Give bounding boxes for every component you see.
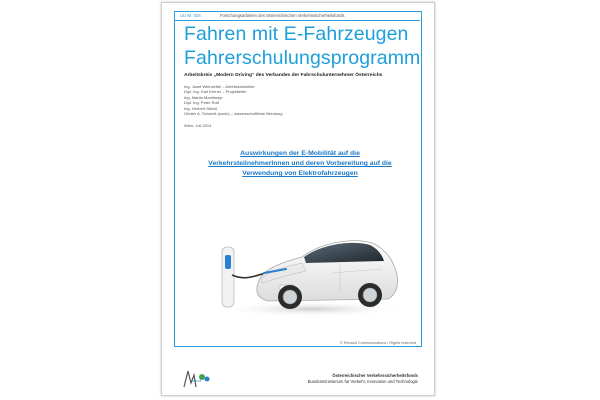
subtitle-line-1: Auswirkungen der E-Mobilität auf die — [240, 150, 360, 157]
subtitle-line-2: VerkehrsteilnehmerInnen und deren Vorbereitung auf die — [208, 160, 392, 167]
footer-line-2: Bundesministerium für Verkehr, Innovation und Technologie — [307, 378, 418, 384]
author-list — [184, 84, 283, 116]
subtitle-link[interactable] — [182, 149, 418, 179]
author: Dipl. Ing. Peter Rutt — [184, 100, 219, 106]
electric-car-image — [202, 213, 402, 323]
image-credit: © Renault Communications / Rights reserved — [339, 341, 416, 345]
document-cover-page — [161, 2, 435, 396]
author: Dipl. Ing. Karl Kerner – Projektleiter — [184, 89, 247, 95]
author: Günter A. Schmidt (sonic) – wissenschaftliche Beratung — [184, 111, 283, 117]
subtitle-line-3: Verwendung von Elektrofahrzeugen — [242, 170, 358, 177]
page-title — [184, 22, 420, 70]
car-charging-illustration — [202, 213, 402, 323]
car-icon — [257, 241, 398, 309]
author: Ing. Josef Weinzettel – Arbeitskreisleiter — [184, 84, 255, 89]
title-line-1: Fahren mit E-Fahrzeugen — [184, 23, 409, 45]
header-divider — [174, 20, 420, 21]
author: Ing. Martin Mantlmayr — [184, 94, 223, 100]
organization: Arbeitskreis „Modern Driving“ des Verbandes der Fahrschulunternehmer Österreichs — [184, 73, 383, 78]
footer — [308, 373, 418, 384]
series-title: Forschungsarbeiten des österreichischen Verkehrssicherheitsfonds — [220, 13, 345, 18]
report-number: UU Nr. 026 — [180, 13, 201, 18]
logo-text: bmvit — [192, 379, 202, 383]
publication-date: Wien, Juli 2014 — [184, 123, 212, 128]
footer-line-1: Österreichischer Verkehrssicherheitsfonds — [332, 373, 418, 378]
author: Ing. Herbert Stöckl — [184, 105, 218, 111]
bmvit-logo — [182, 365, 212, 389]
logo-icon — [182, 365, 212, 389]
title-line-2: Fahrerschulungsprogramm — [184, 47, 421, 69]
